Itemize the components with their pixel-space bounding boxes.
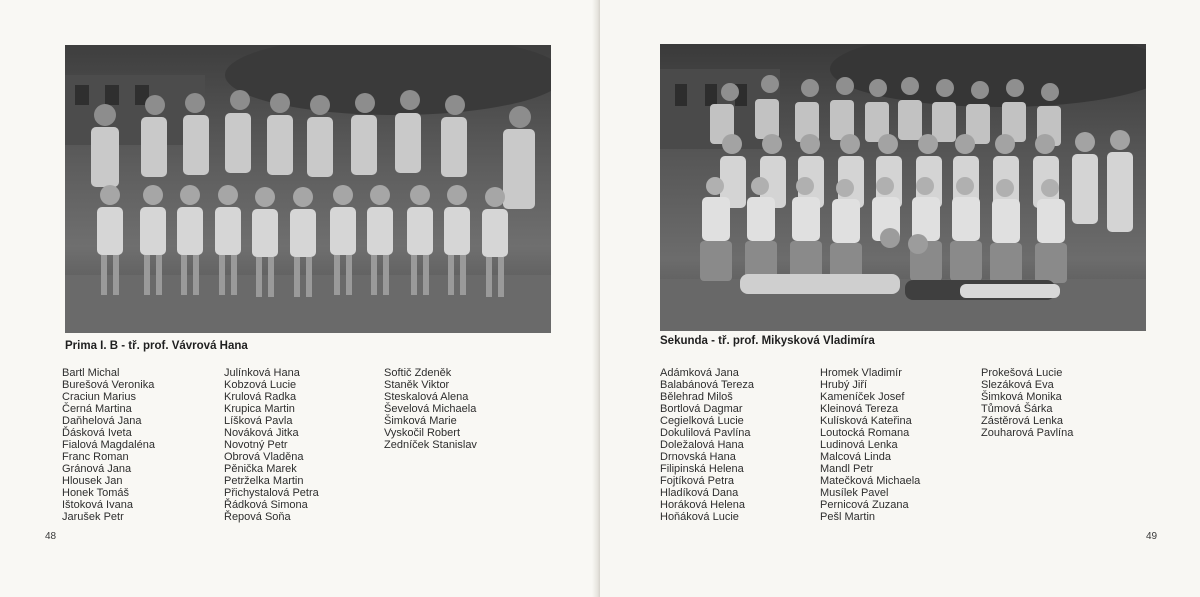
student-name: Burešová Veronika xyxy=(62,379,155,391)
student-name: Novotný Petr xyxy=(224,439,288,451)
student-name: Musílek Pavel xyxy=(820,487,889,499)
student-list-column-2 xyxy=(820,367,920,523)
student-name: Zástěrová Lenka xyxy=(981,415,1063,427)
student-name: Jarušek Petr xyxy=(62,511,124,523)
student-name: Obrová Vladěna xyxy=(224,451,304,463)
student-name: Bělehrad Miloš xyxy=(660,391,733,403)
student-name: Ludinová Lenka xyxy=(820,439,898,451)
student-name: Černá Martina xyxy=(62,403,132,415)
class-photo-sekunda-image xyxy=(660,44,1146,331)
student-name: Kameníček Josef xyxy=(820,391,905,403)
class-photo-prima xyxy=(65,45,551,333)
student-name: Slezáková Eva xyxy=(981,379,1054,391)
student-name: Softič Zdeněk xyxy=(384,367,452,379)
student-name: Hladíková Dana xyxy=(660,487,739,499)
student-name: Řepová Soňa xyxy=(224,511,291,523)
student-name: Bortlová Dagmar xyxy=(660,403,743,415)
student-name: Franc Roman xyxy=(62,451,129,463)
student-name: Staněk Viktor xyxy=(384,379,450,391)
student-name: Malcová Linda xyxy=(820,451,891,463)
student-name: Petrželka Martin xyxy=(224,475,304,487)
student-name: Kleinová Tereza xyxy=(820,403,899,415)
student-name: Ševelová Michaela xyxy=(384,403,477,415)
student-name: Loutocká Romana xyxy=(820,427,910,439)
student-name: Ďásková Iveta xyxy=(62,427,132,439)
student-name: Filipinská Helena xyxy=(660,463,744,475)
student-name: Krulová Radka xyxy=(224,391,297,403)
student-name: Pernicová Zuzana xyxy=(820,499,909,511)
student-name: Honek Tomáš xyxy=(62,487,130,499)
student-name: Tůmová Šárka xyxy=(981,403,1053,415)
class-photo-sekunda xyxy=(660,44,1146,331)
student-name: Zouharová Pavlína xyxy=(981,427,1074,439)
student-name: Řádková Simona xyxy=(224,499,308,511)
student-name: Hoňáková Lucie xyxy=(660,511,739,523)
student-name: Šimková Marie xyxy=(384,415,457,427)
class-photo-prima-image xyxy=(65,45,551,333)
student-name: Kulísková Kateřina xyxy=(820,415,912,427)
page-number: 49 xyxy=(1146,531,1158,542)
student-name: Balabánová Tereza xyxy=(660,379,754,391)
student-name: Hrubý Jiří xyxy=(820,379,868,391)
student-list-column-2 xyxy=(224,367,319,523)
student-name: Zedníček Stanislav xyxy=(384,439,477,451)
student-name: Prokešová Lucie xyxy=(981,367,1063,379)
photo-caption: Sekunda - tř. prof. Mikysková Vladimíra xyxy=(660,335,875,347)
student-name: Pešl Martin xyxy=(820,511,876,523)
student-name: Horáková Helena xyxy=(660,499,745,511)
student-list-column-3 xyxy=(981,367,1073,439)
student-name: Ištoková Ivana xyxy=(62,499,133,511)
left-page xyxy=(0,0,598,597)
student-name: Vyskočil Robert xyxy=(384,427,461,439)
student-name: Craciun Marius xyxy=(62,391,136,403)
student-name: Mandl Petr xyxy=(820,463,874,475)
student-name: Daňhelová Jana xyxy=(62,415,142,427)
student-name: Gránová Jana xyxy=(62,463,132,475)
student-name: Šimková Monika xyxy=(981,391,1062,403)
student-name: Fojtíková Petra xyxy=(660,475,734,487)
student-name: Nováková Jitka xyxy=(224,427,299,439)
student-name: Líšková Pavla xyxy=(224,415,293,427)
student-name: Kobzová Lucie xyxy=(224,379,297,391)
student-list-column-1 xyxy=(660,367,754,523)
photo-caption: Prima I. B - tř. prof. Vávrová Hana xyxy=(65,340,248,352)
student-list-column-3 xyxy=(384,367,477,451)
student-list-column-1 xyxy=(62,367,155,523)
student-name: Fialová Magdaléna xyxy=(62,439,155,451)
student-name: Drnovská Hana xyxy=(660,451,736,463)
student-name: Matečková Michaela xyxy=(820,475,921,487)
student-name: Adámková Jana xyxy=(660,367,739,379)
student-name: Cegielková Lucie xyxy=(660,415,744,427)
student-name: Hromek Vladimír xyxy=(820,367,902,379)
student-name: Pěnička Marek xyxy=(224,463,297,475)
student-name: Steskalová Alena xyxy=(384,391,469,403)
student-name: Julínková Hana xyxy=(224,367,300,379)
student-name: Hlousek Jan xyxy=(62,475,123,487)
student-name: Bartl Michal xyxy=(62,367,120,379)
student-name: Doležalová Hana xyxy=(660,439,744,451)
student-name: Krupica Martin xyxy=(224,403,295,415)
student-name: Přichystalová Petra xyxy=(224,487,319,499)
student-name: Dokulilová Pavlína xyxy=(660,427,751,439)
page-number: 48 xyxy=(45,531,57,542)
right-page xyxy=(600,0,1200,597)
